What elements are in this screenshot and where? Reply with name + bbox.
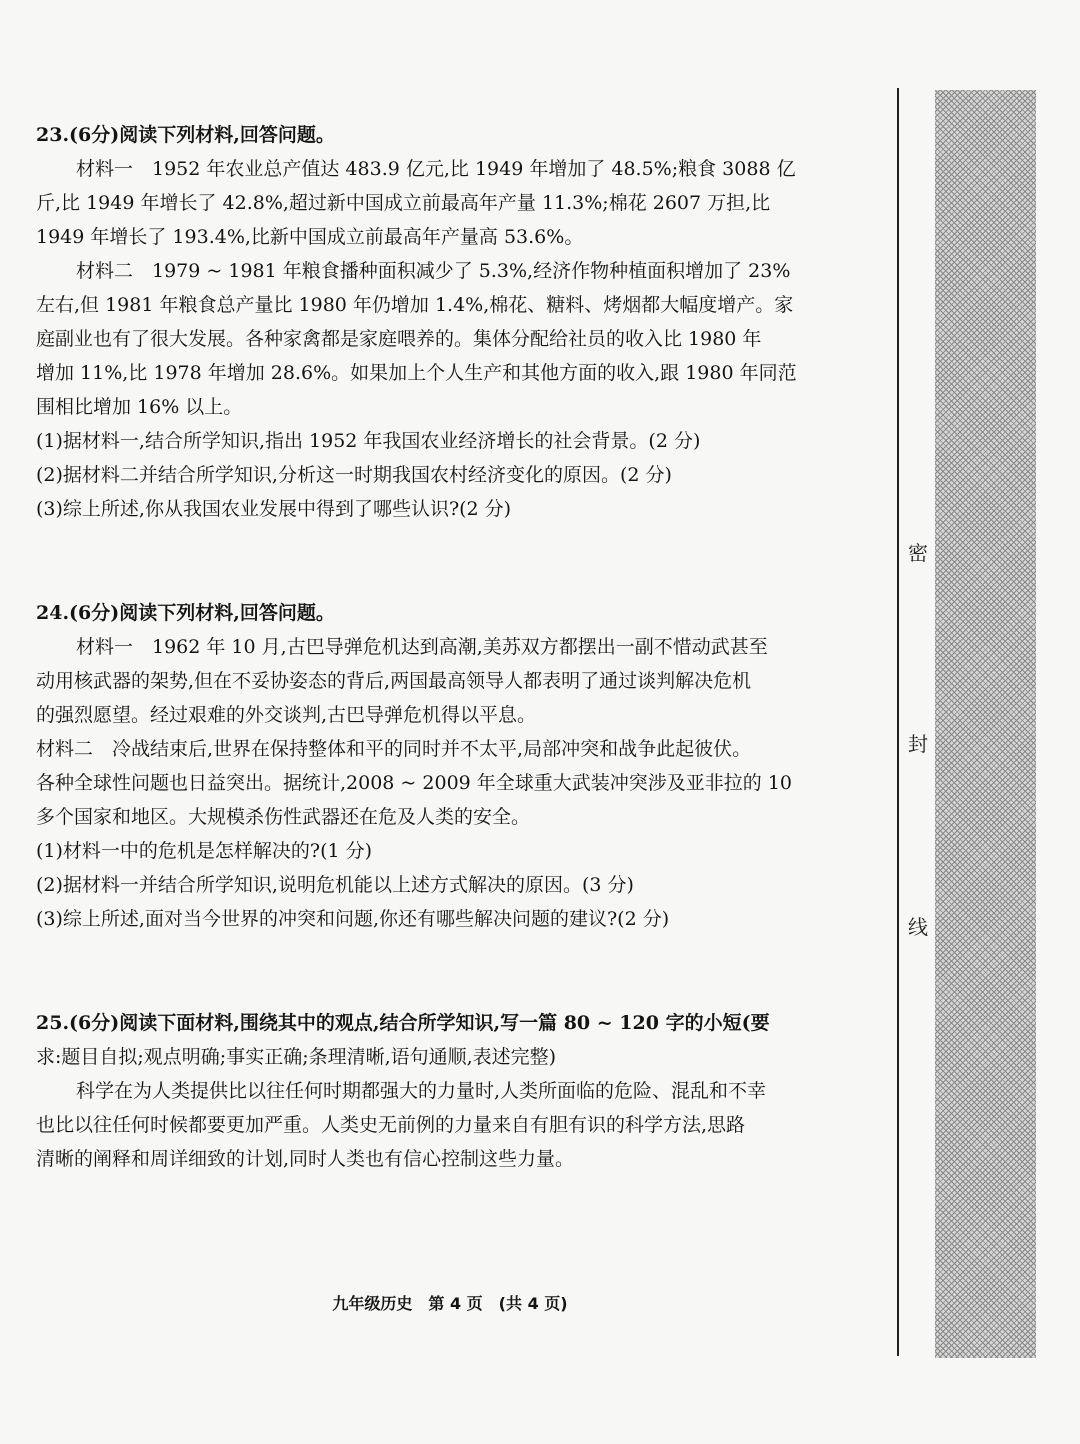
binding-char-feng: 封 [905,731,931,757]
q25-material-line-3: 清晰的阐释和周详细致的计划,同时人类也有信心控制这些力量。 [36,1148,575,1170]
q23-material-1-line-1: 材料一 1952 年农业总产值达 483.9 亿元,比 1949 年增加了 48.5%;粮食 3088 亿 [76,158,796,180]
question-23-title: 23.(6分)阅读下列材料,回答问题。 [36,124,335,146]
q24-material-2-line-3: 多个国家和地区。大规模杀伤性武器还在危及人类的安全。 [36,806,531,828]
page-footer: 九年级历史 第 4 页 (共 4 页) [332,1294,568,1313]
q23-material-2-line-3: 庭副业也有了很大发展。各种家禽都是家庭喂养的。集体分配给社员的收入比 1980 年 [36,328,762,350]
q24-material-1-line-1: 材料一 1962 年 10 月,古巴导弹危机达到高潮,美苏双方都摆出一副不惜动武甚至 [76,636,768,658]
q23-material-2-line-2: 左右,但 1981 年粮食总产量比 1980 年仍增加 1.4%,棉花、糖料、烤烟都大幅度增产。家 [36,294,794,316]
q25-material-line-1: 科学在为人类提供比以往任何时期都强大的力量时,人类所面临的危险、混乱和不幸 [76,1080,767,1102]
hatched-margin-strip [935,90,1036,1358]
exam-page-content [36,118,846,1176]
q24-material-2-line-1: 材料二 冷战结束后,世界在保持整体和平的同时并不太平,局部冲突和战争此起彼伏。 [36,738,752,760]
q23-material-2-line-5: 围相比增加 16% 以上。 [36,396,243,418]
question-25-title-line-2: 求:题目自拟;观点明确;事实正确;条理清晰,语句通顺,表述完整) [36,1046,557,1068]
q23-material-1-line-2: 斤,比 1949 年增长了 42.8%,超过新中国成立前最高年产量 11.3%;棉花 2607 万担,比 [36,192,771,214]
answer-space [36,936,846,1006]
q24-material-2-line-2: 各种全球性问题也日益突出。据统计,2008 ~ 2009 年全球重大武装冲突涉及亚非拉的 10 [36,772,793,794]
q24-sub-question-1: (1)材料一中的危机是怎样解决的?(1 分) [36,840,373,862]
question-25-title-line-1: 25.(6分)阅读下面材料,围绕其中的观点,结合所学知识,写一篇 80 ~ 120 字的小短(要 [36,1012,770,1034]
question-24-title: 24.(6分)阅读下列材料,回答问题。 [36,602,335,624]
q23-material-1-line-3: 1949 年增长了 193.4%,比新中国成立前最高年产量高 53.6%。 [36,226,584,248]
answer-space [36,526,846,596]
q23-sub-question-2: (2)据材料二并结合所学知识,分析这一时期我国农村经济变化的原因。(2 分) [36,464,672,486]
binding-char-mi: 密 [905,540,931,566]
q24-material-1-line-3: 的强烈愿望。经过艰难的外交谈判,古巴导弹危机得以平息。 [36,704,537,726]
q23-material-2-line-1: 材料二 1979 ~ 1981 年粮食播种面积减少了 5.3%,经济作物种植面积增加了 23% [76,260,791,282]
q23-sub-question-3: (3)综上所述,你从我国农业发展中得到了哪些认识?(2 分) [36,498,512,520]
q24-sub-question-2: (2)据材料一并结合所学知识,说明危机能以上述方式解决的原因。(3 分) [36,874,634,896]
binding-char-xian: 线 [905,914,931,940]
q23-sub-question-1: (1)据材料一,结合所学知识,指出 1952 年我国农业经济增长的社会背景。(2 分) [36,430,701,452]
binding-line [897,88,937,1356]
q24-material-1-line-2: 动用核武器的架势,但在不妥协姿态的背后,两国最高领导人都表明了通过谈判解决危机 [36,670,752,692]
q25-material-line-2: 也比以往任何时候都要更加严重。人类史无前例的力量来自有胆有识的科学方法,思路 [36,1114,746,1136]
q24-sub-question-3: (3)综上所述,面对当今世界的冲突和问题,你还有哪些解决问题的建议?(2 分) [36,908,670,930]
q23-material-2-line-4: 增加 11%,比 1978 年增加 28.6%。如果加上个人生产和其他方面的收入,跟 1980 年同范 [36,362,797,384]
